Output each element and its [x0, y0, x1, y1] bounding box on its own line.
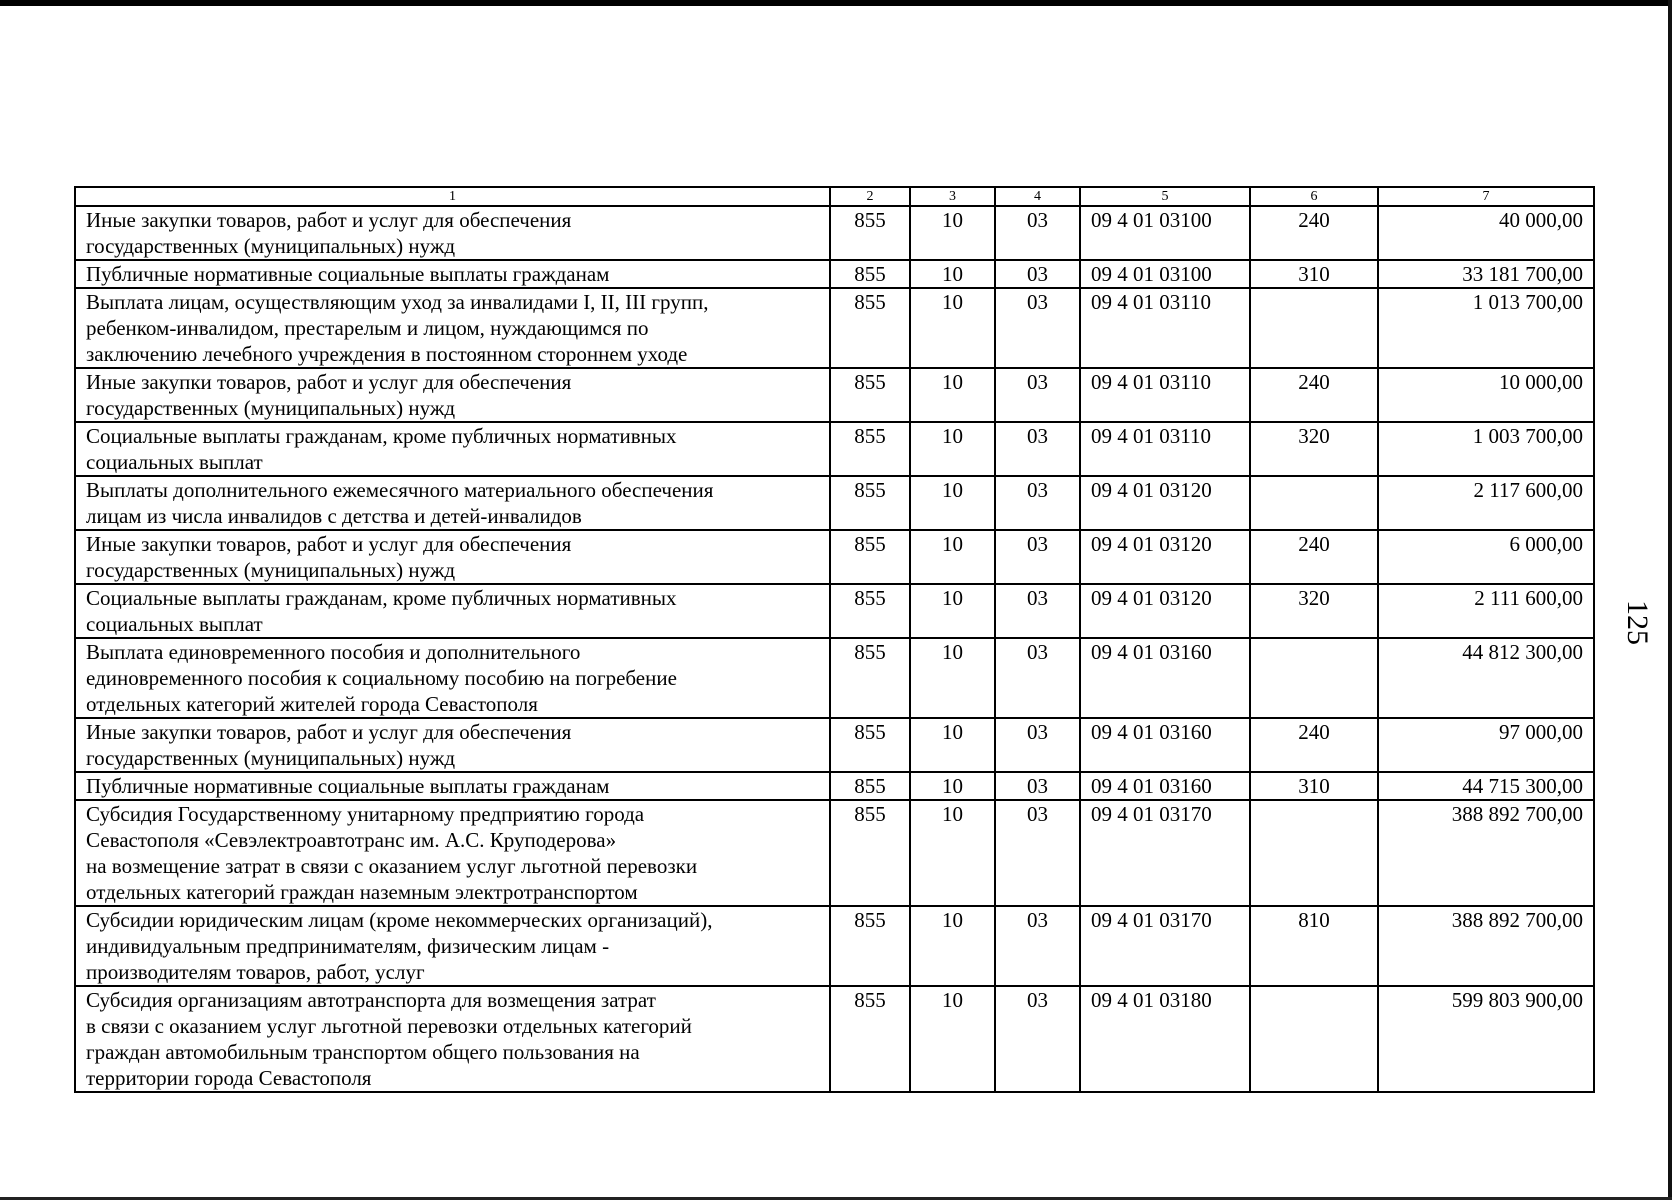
grbs-code: 855 [830, 288, 910, 368]
grbs-code: 855 [830, 422, 910, 476]
section-code: 10 [910, 584, 995, 638]
expense-name-text: Выплата единовременного пособия и дополнительного единовременного пособия к социальному пособию на погребение отдельных категорий жителей города Севастополя [86, 640, 677, 716]
expense-name [75, 584, 830, 638]
amount: 1 013 700,00 [1378, 288, 1594, 368]
expense-name-text: Иные закупки товаров, работ и услуг для обеспечения государственных (муниципальных) нужд [86, 720, 572, 770]
subsection-code: 03 [995, 368, 1080, 422]
table-row [75, 260, 1594, 288]
target-article-code: 09 4 01 03160 [1080, 772, 1250, 800]
expense-type-code [1250, 288, 1378, 368]
section-code: 10 [910, 800, 995, 906]
expense-type-code [1250, 476, 1378, 530]
scan-border-right [1668, 0, 1672, 1200]
expense-name-text: Субсидия организациям автотранспорта для возмещения затрат в связи с оказанием услуг льготной перевозки отдельных категорий граждан автомобильным транспортом общего пользования на территории города Севастополя [86, 988, 692, 1090]
subsection-code: 03 [995, 906, 1080, 986]
subsection-code: 03 [995, 476, 1080, 530]
grbs-code: 855 [830, 638, 910, 718]
grbs-code: 855 [830, 986, 910, 1092]
amount: 33 181 700,00 [1378, 260, 1594, 288]
subsection-code: 03 [995, 422, 1080, 476]
grbs-code: 855 [830, 906, 910, 986]
expense-name-text: Субсидия Государственному унитарному предприятию города Севастополя «Севэлектроавтотранс им. А.С. Круподерова» на возмещение затрат в связи с оказанием услуг льготной перевозки отдельных категорий граждан наземным электротранспортом [86, 802, 698, 904]
amount: 388 892 700,00 [1378, 906, 1594, 986]
target-article-code: 09 4 01 03160 [1080, 718, 1250, 772]
expense-name-text: Иные закупки товаров, работ и услуг для обеспечения государственных (муниципальных) нужд [86, 370, 572, 420]
subsection-code: 03 [995, 260, 1080, 288]
column-number-3: 3 [910, 187, 995, 206]
target-article-code: 09 4 01 03160 [1080, 638, 1250, 718]
grbs-code: 855 [830, 530, 910, 584]
section-code: 10 [910, 288, 995, 368]
subsection-code: 03 [995, 638, 1080, 718]
amount: 1 003 700,00 [1378, 422, 1594, 476]
target-article-code: 09 4 01 03180 [1080, 986, 1250, 1092]
expense-name-text: Выплаты дополнительного ежемесячного материального обеспечения лицам из числа инвалидов с детства и детей-инвалидов [86, 478, 714, 528]
expense-name [75, 906, 830, 986]
page-number: 125 [1621, 600, 1654, 645]
amount: 2 117 600,00 [1378, 476, 1594, 530]
table-row [75, 530, 1594, 584]
amount: 599 803 900,00 [1378, 986, 1594, 1092]
expense-type-code: 240 [1250, 368, 1378, 422]
expense-name [75, 986, 830, 1092]
subsection-code: 03 [995, 800, 1080, 906]
column-number-4: 4 [995, 187, 1080, 206]
column-number-6: 6 [1250, 187, 1378, 206]
expense-type-code [1250, 638, 1378, 718]
expense-type-code [1250, 986, 1378, 1092]
target-article-code: 09 4 01 03100 [1080, 206, 1250, 260]
expense-name-text: Социальные выплаты гражданам, кроме публичных нормативных социальных выплат [86, 424, 677, 474]
section-code: 10 [910, 206, 995, 260]
subsection-code: 03 [995, 288, 1080, 368]
expense-type-code: 240 [1250, 718, 1378, 772]
grbs-code: 855 [830, 718, 910, 772]
expense-name-text: Публичные нормативные социальные выплаты гражданам [86, 774, 610, 798]
table-row [75, 288, 1594, 368]
expense-name-text: Публичные нормативные социальные выплаты гражданам [86, 262, 610, 286]
section-code: 10 [910, 718, 995, 772]
target-article-code: 09 4 01 03120 [1080, 584, 1250, 638]
section-code: 10 [910, 530, 995, 584]
table-row [75, 772, 1594, 800]
amount: 40 000,00 [1378, 206, 1594, 260]
section-code: 10 [910, 368, 995, 422]
table-row [75, 638, 1594, 718]
target-article-code: 09 4 01 03110 [1080, 422, 1250, 476]
table-row [75, 206, 1594, 260]
amount: 10 000,00 [1378, 368, 1594, 422]
table-row [75, 906, 1594, 986]
expense-name-text: Выплата лицам, осуществляющим уход за инвалидами I, II, III групп, ребенком-инвалидом, престарелым и лицом, нуждающимся по заключению лечебного учреждения в постоянном стороннем уходе [86, 290, 709, 366]
expense-type-code: 320 [1250, 422, 1378, 476]
table-row [75, 986, 1594, 1092]
subsection-code: 03 [995, 584, 1080, 638]
table-row [75, 422, 1594, 476]
table-row [75, 800, 1594, 906]
expense-type-code: 310 [1250, 772, 1378, 800]
table-row [75, 718, 1594, 772]
amount: 388 892 700,00 [1378, 800, 1594, 906]
table-row [75, 368, 1594, 422]
amount: 44 812 300,00 [1378, 638, 1594, 718]
target-article-code: 09 4 01 03120 [1080, 530, 1250, 584]
grbs-code: 855 [830, 206, 910, 260]
expense-name-text: Субсидии юридическим лицам (кроме некоммерческих организаций), индивидуальным предпринимателям, физическим лицам - производителям товаров, работ, услуг [86, 908, 713, 984]
expense-name [75, 288, 830, 368]
target-article-code: 09 4 01 03120 [1080, 476, 1250, 530]
expense-name [75, 368, 830, 422]
subsection-code: 03 [995, 206, 1080, 260]
expense-name [75, 206, 830, 260]
expense-type-code: 240 [1250, 530, 1378, 584]
section-code: 10 [910, 772, 995, 800]
target-article-code: 09 4 01 03170 [1080, 800, 1250, 906]
section-code: 10 [910, 476, 995, 530]
column-number-1: 1 [75, 187, 830, 206]
expense-name [75, 476, 830, 530]
expense-name-text: Иные закупки товаров, работ и услуг для обеспечения государственных (муниципальных) нужд [86, 532, 572, 582]
subsection-code: 03 [995, 772, 1080, 800]
expense-name [75, 638, 830, 718]
grbs-code: 855 [830, 772, 910, 800]
subsection-code: 03 [995, 986, 1080, 1092]
section-code: 10 [910, 986, 995, 1092]
amount: 2 111 600,00 [1378, 584, 1594, 638]
column-number-5: 5 [1080, 187, 1250, 206]
budget-table [74, 186, 1595, 1093]
expense-type-code: 240 [1250, 206, 1378, 260]
amount: 44 715 300,00 [1378, 772, 1594, 800]
budget-table-container [74, 186, 1593, 1093]
section-code: 10 [910, 422, 995, 476]
expense-name [75, 800, 830, 906]
grbs-code: 855 [830, 800, 910, 906]
expense-type-code: 310 [1250, 260, 1378, 288]
expense-name [75, 422, 830, 476]
expense-name [75, 260, 830, 288]
expense-type-code: 320 [1250, 584, 1378, 638]
expense-name-text: Социальные выплаты гражданам, кроме публичных нормативных социальных выплат [86, 586, 677, 636]
scan-border-top [0, 0, 1672, 6]
section-code: 10 [910, 638, 995, 718]
grbs-code: 855 [830, 260, 910, 288]
expense-name [75, 530, 830, 584]
column-number-row [75, 187, 1594, 206]
table-row [75, 584, 1594, 638]
grbs-code: 855 [830, 476, 910, 530]
column-number-2: 2 [830, 187, 910, 206]
amount: 6 000,00 [1378, 530, 1594, 584]
section-code: 10 [910, 260, 995, 288]
grbs-code: 855 [830, 584, 910, 638]
subsection-code: 03 [995, 530, 1080, 584]
section-code: 10 [910, 906, 995, 986]
grbs-code: 855 [830, 368, 910, 422]
target-article-code: 09 4 01 03110 [1080, 288, 1250, 368]
table-row [75, 476, 1594, 530]
column-number-7: 7 [1378, 187, 1594, 206]
amount: 97 000,00 [1378, 718, 1594, 772]
expense-type-code [1250, 800, 1378, 906]
expense-name [75, 772, 830, 800]
target-article-code: 09 4 01 03170 [1080, 906, 1250, 986]
target-article-code: 09 4 01 03110 [1080, 368, 1250, 422]
expense-type-code: 810 [1250, 906, 1378, 986]
target-article-code: 09 4 01 03100 [1080, 260, 1250, 288]
expense-name [75, 718, 830, 772]
expense-name-text: Иные закупки товаров, работ и услуг для обеспечения государственных (муниципальных) нужд [86, 208, 572, 258]
subsection-code: 03 [995, 718, 1080, 772]
